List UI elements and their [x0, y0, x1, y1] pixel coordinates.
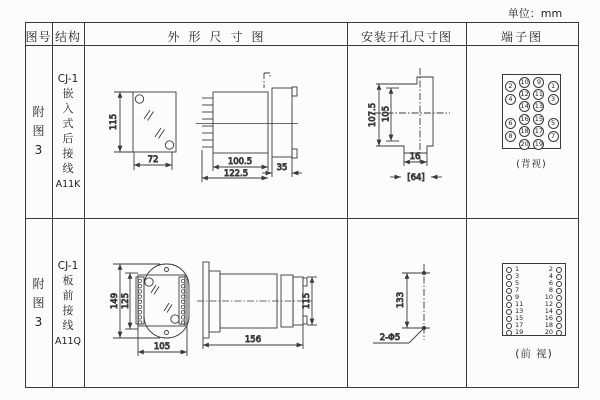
dim-total-length-r2: 156	[244, 335, 262, 345]
terminal-front-num-1: 1	[515, 265, 520, 273]
dim-outer-height-r2: 149	[110, 292, 120, 310]
terminal-grid-front	[502, 263, 566, 336]
structure-model-row2: CJ-1	[57, 259, 79, 272]
dim-front-height-r1: 115	[109, 113, 119, 131]
terminal-front-rows	[503, 264, 565, 335]
header-terminal-diagram: 端子图	[500, 30, 543, 44]
cell-figure-no-row1	[25, 45, 52, 218]
terminal-rear-7: 7	[548, 131, 559, 142]
terminal-rear-1: 1	[548, 81, 559, 92]
terminal-rear-3: 3	[548, 94, 559, 105]
terminal-front-circle-2	[556, 267, 562, 273]
terminal-front-circle-12	[556, 302, 562, 308]
dim-flange-r1: 35	[276, 163, 288, 173]
structure-desc-row1: 嵌入式后接线	[62, 87, 74, 175]
figure-no-row1: 附图3	[32, 105, 45, 157]
dim-mount-notch-r1: 16	[409, 152, 421, 162]
terminal-front-circle-16	[556, 316, 562, 322]
mounting-cutout-row1	[368, 68, 450, 183]
terminal-front-circle-14	[556, 309, 562, 315]
terminal-rear-2: 2	[505, 81, 516, 92]
terminal-rear-6: 6	[505, 118, 516, 129]
structure-desc-row2: 板前接线	[62, 273, 74, 332]
outline-side-row1	[196, 73, 302, 182]
terminal-front-circle-18	[556, 323, 562, 329]
terminal-front-circle-10	[556, 295, 562, 301]
terminal-front-num-2: 2	[548, 265, 553, 273]
structure-code-row2: A11Q	[54, 335, 82, 347]
terminal-front-num-10: 10	[544, 293, 553, 301]
terminal-view-label-row2: (前 视)	[515, 348, 553, 360]
terminal-rear-10: 10	[520, 77, 529, 86]
terminal-rear-4: 4	[505, 94, 516, 105]
dim-rear-height-r2: 115	[302, 292, 312, 310]
terminal-front-num-3: 3	[515, 272, 520, 280]
terminal-rear-19: 19	[534, 139, 544, 148]
header-mounting-dims: 安装开孔尺寸图	[360, 30, 452, 44]
terminal-rear-15: 15	[534, 114, 544, 123]
terminal-front-num-13: 13	[515, 307, 524, 315]
dim-front-width-r1: 72	[147, 155, 159, 165]
terminal-rear-17: 17	[534, 127, 544, 136]
label-hole-size-r2: 2-Φ5	[379, 333, 401, 343]
dim-total-length-r1: 122.5	[223, 169, 249, 179]
terminal-front-num-4: 4	[548, 272, 553, 280]
terminal-front-num-7: 7	[515, 286, 520, 294]
terminal-grid-rear	[502, 74, 561, 149]
terminal-front-num-19: 19	[515, 328, 524, 336]
terminal-front-circle-4	[556, 274, 562, 280]
terminal-front-circle-6	[556, 281, 562, 287]
terminal-front-num-6: 6	[548, 279, 553, 287]
terminal-front-row	[506, 329, 562, 336]
unit-label: 单位：mm	[507, 7, 563, 20]
terminal-rear-12: 12	[520, 89, 529, 98]
header-structure: 结构	[54, 30, 81, 44]
terminal-front-num-17: 17	[515, 321, 524, 329]
terminal-front-circle-20	[556, 330, 562, 336]
cell-figure-no-row2	[25, 218, 52, 388]
terminal-front-num-14: 14	[544, 307, 553, 315]
dim-body-length-r1: 100.5	[227, 157, 253, 167]
structure-code-row1: A11K	[55, 179, 81, 190]
structure-model-row1: CJ-1	[57, 73, 79, 85]
outline-front-row1	[109, 92, 176, 170]
dim-width-r2: 105	[153, 342, 171, 352]
terminal-rear-5: 5	[548, 118, 559, 129]
dim-mount-width-r1: [64]	[407, 173, 425, 183]
terminal-rear-11: 11	[534, 89, 544, 98]
dim-mount-inner-r1: 105	[381, 105, 392, 123]
terminal-front-num-18: 18	[544, 321, 553, 329]
table-grid	[26, 23, 579, 388]
dim-hole-spacing-r2: 133	[396, 291, 406, 309]
terminal-rear-13: 13	[534, 102, 544, 111]
dim-inner-height-r2: 125	[121, 292, 131, 310]
terminal-front-num-12: 12	[544, 300, 553, 308]
figure-no-row2: 附图3	[32, 276, 45, 329]
cell-structure-row1	[52, 45, 84, 218]
terminal-front-circle-8	[556, 288, 562, 294]
terminal-front-num-11: 11	[515, 300, 524, 308]
terminal-rear-20: 20	[520, 139, 529, 148]
outline-side-row2	[197, 262, 317, 349]
header-outline-dims: 外形尺寸图	[167, 30, 273, 44]
terminal-rear-16: 16	[520, 114, 529, 123]
terminal-rear-8: 8	[505, 131, 516, 142]
terminal-front-num-8: 8	[548, 286, 553, 294]
terminal-front-num-15: 15	[515, 314, 524, 322]
header-figure-no: 图号	[25, 30, 52, 44]
outline-front-row2	[110, 264, 189, 356]
terminal-front-num-16: 16	[544, 314, 553, 322]
terminal-rear-14: 14	[520, 102, 529, 111]
terminal-rear-18: 18	[520, 127, 529, 136]
mounting-holes-row2	[373, 264, 430, 343]
terminal-front-num-20: 20	[544, 328, 553, 336]
terminal-view-label-row1: (背视)	[516, 159, 547, 170]
terminal-front-num-9: 9	[515, 293, 520, 301]
dim-mount-outer-r1: 107.5	[368, 102, 378, 128]
cell-structure-row2	[52, 218, 84, 388]
terminal-front-num-5: 5	[515, 279, 520, 287]
terminal-rear-9: 9	[533, 77, 544, 88]
